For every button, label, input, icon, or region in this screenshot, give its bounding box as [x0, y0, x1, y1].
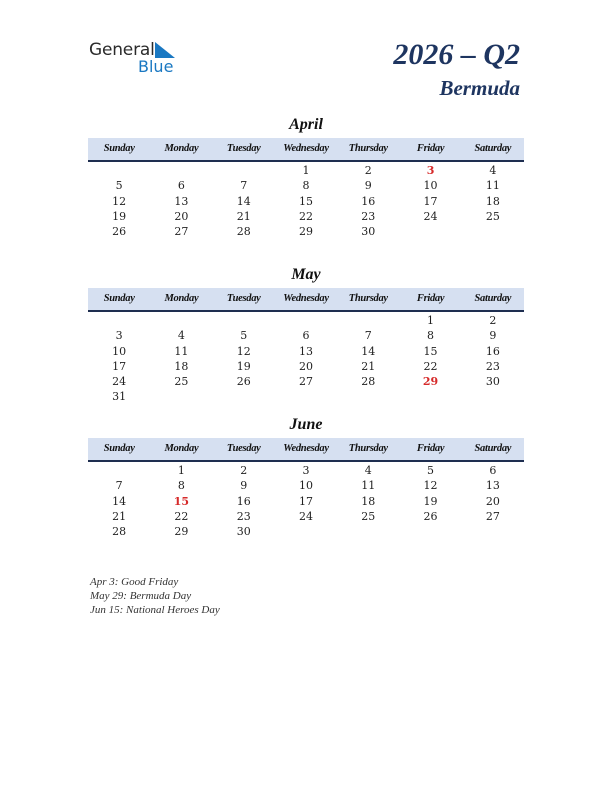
day-cell: 21 [361, 359, 376, 373]
weekday-label-monday: Monday [164, 443, 199, 454]
month-title: June [289, 416, 323, 433]
day-cell: 16 [236, 494, 251, 508]
week-row [88, 178, 524, 193]
day-cell: 24 [112, 375, 127, 389]
weekday-label-sunday: Sunday [103, 443, 135, 454]
empty-day-cell [275, 524, 337, 539]
weekday-label-saturday: Saturday [474, 443, 512, 454]
day-cell: 28 [236, 225, 251, 239]
day-cell: 19 [423, 494, 438, 508]
day-cell: 9 [364, 179, 372, 193]
holiday-day-cell: 15 [173, 494, 190, 508]
week-row [88, 478, 524, 493]
day-cell: 4 [364, 464, 372, 477]
day-cell: 3 [302, 464, 310, 477]
week-row [88, 509, 524, 524]
weekday-label-friday: Friday [416, 293, 445, 304]
week-row [88, 524, 524, 539]
day-cell: 14 [236, 194, 251, 208]
day-cell: 2 [489, 314, 497, 327]
empty-day-cell [462, 524, 524, 539]
day-cell: 5 [427, 464, 435, 477]
weekday-header [88, 438, 524, 462]
logo-triangle-icon [155, 42, 175, 58]
day-cell: 23 [485, 359, 500, 373]
empty-day-cell [275, 313, 337, 328]
day-cell: 3 [115, 329, 123, 343]
empty-day-cell [88, 163, 150, 178]
day-cell: 13 [298, 344, 313, 358]
empty-day-cell [337, 389, 399, 404]
day-cell: 15 [423, 344, 438, 358]
weekday-label-friday: Friday [416, 143, 445, 154]
day-cell: 10 [112, 344, 127, 358]
day-cell: 27 [174, 225, 189, 239]
empty-day-cell [88, 313, 150, 328]
day-cell: 12 [236, 344, 251, 358]
day-cell: 8 [177, 479, 185, 493]
weekday-label-wednesday: Wednesday [283, 293, 329, 304]
day-cell: 26 [236, 375, 251, 389]
day-cell: 16 [485, 344, 500, 358]
day-cell: 9 [240, 479, 248, 493]
day-cell: 9 [489, 329, 497, 343]
weekday-label-wednesday: Wednesday [283, 143, 329, 154]
day-cell: 28 [112, 525, 127, 539]
holiday-note: Jun 15: National Heroes Day [90, 604, 220, 616]
month-grid [88, 312, 524, 405]
day-cell: 18 [361, 494, 376, 508]
day-cell: 21 [236, 209, 251, 223]
day-cell: 10 [423, 179, 438, 193]
day-cell: 1 [177, 464, 185, 477]
day-cell: 1 [427, 314, 435, 327]
day-cell: 19 [236, 359, 251, 373]
day-cell: 19 [112, 209, 127, 223]
day-cell: 6 [177, 179, 185, 193]
day-cell: 7 [115, 479, 123, 493]
day-cell: 15 [298, 194, 313, 208]
month-june [88, 416, 524, 539]
day-cell: 4 [489, 164, 497, 177]
day-cell: 6 [489, 464, 497, 477]
day-cell: 10 [298, 479, 313, 493]
weekday-label-wednesday: Wednesday [283, 443, 329, 454]
day-cell: 4 [177, 329, 185, 343]
day-cell: 25 [174, 375, 189, 389]
weekday-label-tuesday: Tuesday [226, 143, 261, 154]
week-row [88, 224, 524, 239]
weekday-header [88, 138, 524, 162]
empty-day-cell [213, 313, 275, 328]
weekday-label-friday: Friday [416, 443, 445, 454]
weekday-header [88, 288, 524, 312]
day-cell: 8 [427, 329, 435, 343]
weekday-label-sunday: Sunday [103, 293, 135, 304]
day-cell: 5 [115, 179, 123, 193]
empty-day-cell [150, 313, 212, 328]
day-cell: 29 [298, 225, 313, 239]
holiday-notes [90, 575, 220, 617]
weekday-label-thursday: Thursday [348, 293, 388, 304]
day-cell: 12 [112, 194, 127, 208]
logo-text-general: General [89, 40, 155, 60]
weekday-label-saturday: Saturday [474, 143, 512, 154]
week-row [88, 194, 524, 209]
holiday-note: May 29: Bermuda Day [90, 590, 192, 602]
week-row [88, 313, 524, 328]
month-grid [88, 162, 524, 239]
day-cell: 1 [302, 164, 310, 177]
day-cell: 29 [174, 525, 189, 539]
empty-day-cell [150, 389, 212, 404]
month-title: May [291, 266, 321, 283]
holiday-note: Apr 3: Good Friday [90, 576, 179, 588]
day-cell: 16 [361, 194, 376, 208]
day-cell: 11 [485, 179, 500, 193]
empty-day-cell [399, 524, 461, 539]
weekday-label-monday: Monday [164, 293, 199, 304]
weekday-label-saturday: Saturday [474, 293, 512, 304]
day-cell: 22 [298, 209, 313, 223]
day-cell: 23 [236, 509, 251, 523]
empty-day-cell [88, 463, 150, 478]
day-cell: 13 [485, 479, 500, 493]
day-cell: 17 [298, 494, 313, 508]
country-subtitle: Bermuda [439, 76, 520, 100]
day-cell: 2 [240, 464, 248, 477]
month-grid [88, 462, 524, 539]
day-cell: 22 [423, 359, 438, 373]
month-may [88, 266, 524, 405]
weekday-label-thursday: Thursday [348, 443, 388, 454]
weekday-label-tuesday: Tuesday [226, 293, 261, 304]
week-row [88, 374, 524, 389]
day-cell: 18 [485, 194, 500, 208]
weekday-label-thursday: Thursday [348, 143, 388, 154]
week-row [88, 344, 524, 359]
day-cell: 12 [423, 479, 438, 493]
day-cell: 20 [174, 209, 189, 223]
day-cell: 2 [364, 164, 372, 177]
day-cell: 5 [240, 329, 248, 343]
week-row [88, 359, 524, 374]
day-cell: 11 [174, 344, 189, 358]
day-cell: 13 [174, 194, 189, 208]
week-row [88, 463, 524, 478]
day-cell: 18 [174, 359, 189, 373]
day-cell: 24 [298, 509, 313, 523]
holiday-day-cell: 3 [426, 164, 435, 177]
day-cell: 17 [112, 359, 127, 373]
page-title: 2026 – Q2 [393, 38, 520, 71]
day-cell: 30 [361, 225, 376, 239]
week-row [88, 494, 524, 509]
day-cell: 17 [423, 194, 438, 208]
logo-text-blue: Blue [138, 57, 174, 76]
weekday-label-monday: Monday [164, 143, 199, 154]
month-title: April [289, 116, 323, 133]
empty-day-cell [462, 389, 524, 404]
day-cell: 20 [298, 359, 313, 373]
weekday-label-tuesday: Tuesday [226, 443, 261, 454]
day-cell: 26 [423, 509, 438, 523]
day-cell: 27 [485, 509, 500, 523]
day-cell: 23 [361, 209, 376, 223]
day-cell: 21 [112, 509, 127, 523]
week-row [88, 328, 524, 343]
holiday-day-cell: 29 [422, 375, 439, 389]
empty-day-cell [275, 389, 337, 404]
day-cell: 31 [112, 390, 127, 404]
empty-day-cell [399, 224, 461, 239]
empty-day-cell [337, 313, 399, 328]
week-row [88, 163, 524, 178]
day-cell: 22 [174, 509, 189, 523]
day-cell: 7 [240, 179, 248, 193]
week-row [88, 209, 524, 224]
day-cell: 28 [361, 375, 376, 389]
day-cell: 7 [364, 329, 372, 343]
day-cell: 8 [302, 179, 310, 193]
generalblue-logo [89, 40, 189, 76]
day-cell: 30 [236, 525, 251, 539]
empty-day-cell [213, 163, 275, 178]
day-cell: 24 [423, 209, 438, 223]
day-cell: 30 [485, 375, 500, 389]
empty-day-cell [462, 224, 524, 239]
day-cell: 25 [361, 509, 376, 523]
empty-day-cell [399, 389, 461, 404]
day-cell: 14 [361, 344, 376, 358]
month-april [88, 116, 524, 239]
day-cell: 25 [485, 209, 500, 223]
day-cell: 26 [112, 225, 127, 239]
empty-day-cell [337, 524, 399, 539]
day-cell: 20 [485, 494, 500, 508]
day-cell: 14 [112, 494, 127, 508]
weekday-label-sunday: Sunday [103, 143, 135, 154]
empty-day-cell [213, 389, 275, 404]
day-cell: 11 [361, 479, 376, 493]
week-row [88, 389, 524, 404]
empty-day-cell [150, 163, 212, 178]
day-cell: 6 [302, 329, 310, 343]
day-cell: 27 [298, 375, 313, 389]
